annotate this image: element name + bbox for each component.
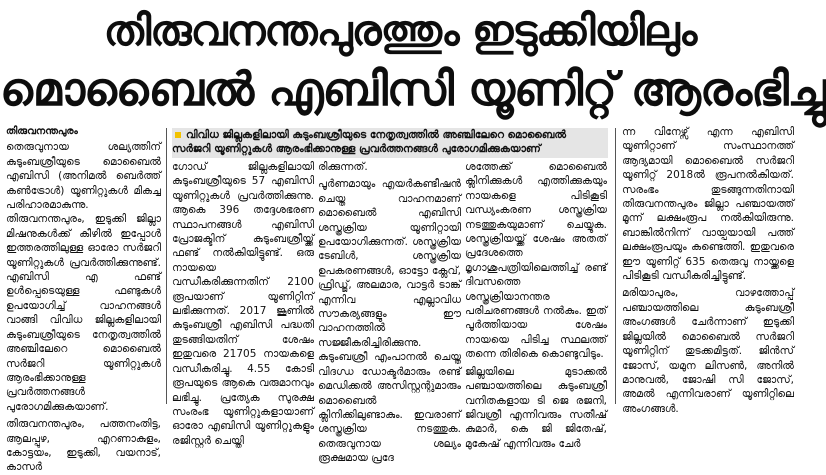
article-column-1 [6, 125, 161, 474]
headline-line-2: മൊബൈൽ എബിസി യൂണിറ്റ് ആരംഭിച്ചു [0, 62, 826, 116]
headline-line-1: തിരുവനന്തപുരത്തും ഇടുക്കിയിലും [103, 6, 697, 55]
column-4-paragraph-2: ജില്ലയിലെ മുടാക്കൽ പഞ്ചായത്തിലെ കുടുംബശ്രീ വനിതകളായ ടി ജെ രജനി, ജിവശ്രീ എന്നിവരും സതീഷ് കുമാർ, കെ ജി ജിതേഷ്, മുകേഷ് എന്നിവരും ചേർ [465, 365, 607, 450]
article-column-5 [622, 125, 794, 415]
column-3-paragraph-1: രിക്കുന്നത്. [318, 161, 368, 173]
column-divider-right [615, 128, 616, 404]
column-1-paragraph-1: തെരുവുനായ ശല്യത്തിന് കുടുംബശ്രീയുടെ മൊബൈൽ എബിസി (അനിമൽ ബെർത്ത് കൺട്രോൾ) യൂണിറ്റുകൾ മികച്ച പരിഹാരമാകുന്നു. തിരുവനന്തപുരം, ഇടുക്കി ജില്ലാ മിഷനുകൾക്ക് കീഴിൽ ഇപ്പോൾ ഇത്തരത്തിലുള്ള ഓരോ സർജറി യൂണിറ്റുകൾ പ്രവർത്തിക്കുന്നുണ്ട്. എബിസി എ ഫണ്ട് ഉൾപ്പെടെയുള്ള ഫണ്ടുകൾ ഉപയോഗിച്ച് വാഹനങ്ങൾ വാങ്ങി വിവിധ ജില്ലകളിലായി കുടുംബശ്രീയുടെ നേതൃത്വത്തിൽ അഞ്ചിലേറെ മൊബൈൽ സർജറി യൂണിറ്റുകൾ ആരംഭിക്കാനുള്ള പ്രവർത്തനങ്ങൾ പുരോഗമിക്കുകയാണ്. [6, 141, 161, 413]
column-1-paragraph-2: തിരുവനന്തപുരം, പത്തനംതിട്ട, ആലപ്പുഴ, എറണാകുളം, കോട്ടയം, ഇടുക്കി, വയനാട്, കാസർ [6, 418, 161, 474]
highlight-text: വിവിധ ജില്ലകളിലായി കുടുംബശ്രീയുടെ നേതൃത്വത്തിൽ അഞ്ചിലേറെ മൊബൈൽ സർജറി യൂണിറ്റുകൾ ആരംഭിക്കാനുള്ള പ്രവർത്തനങ്ങൾ പുരോഗമിക്കുകയാണ് [172, 129, 567, 155]
column-4-paragraph-1: ശത്തേക്ക് മൊബൈൽ ക്ലിനിക്കുകൾ എത്തിക്കുകയും നായകളെ പിടികൂടി വന്ധ്യംകരണ ശസ്ത്രക്രിയ നടത്തുകയുമാണ് ചെയ്യുക. ശസ്ത്രക്രിയയ്ക്ക് ശേഷം അതത് പ്രദേശത്തെ മൃഗാശുപത്രിയിലെത്തിച്ച് രണ്ട് ദിവസത്തെ ശസ്ത്രക്രിയാനന്തര പരിചരണങ്ങൾ നൽകും. ഇത് പൂർത്തിയായ ശേഷം നായയെ പിടിച്ച സ്ഥലത്ത് തന്നെ തിരികെ കൊണ്ടുവിടും. [465, 161, 607, 361]
headline [0, 0, 826, 122]
yellow-square-icon [175, 132, 181, 138]
column-5-paragraph-1: ന്ന വിനേഴ്സ് എന്ന എബിസി യൂണിറ്റാണ് സംസ്ഥാനത്ത് ആദ്യമായി മൊബൈൽ സർജറി യൂണിറ്റ് 2018ൽ രൂപനൽകിയത്. സരംഭം തുടങ്ങുന്നതിനായി തിരുവനന്തപുരം ജില്ലാ പഞ്ചായത്ത് മൂന്ന് ലക്ഷംരൂപ നൽകിയിരുന്നു. ബാങ്കിൽനിന്ന് വായ്പയായി പത്ത് ലക്ഷംരൂപയും കണ്ടെത്തി. ഇതുവരെ ഈ യൂണിറ്റ് 635 തെരുവു നായ്ക്കളെ പിടികൂടി വന്ധീകരിച്ചിട്ടുണ്ട്. [622, 126, 794, 283]
article-column-3 [318, 160, 461, 465]
column-3-paragraph-2: പൂർണമായും എയർകണ്ടീഷൻ ചെയ്ത വാഹനമാണ് മൊബൈൽ എബിസി ശസ്ത്രക്രിയ യൂണിറ്റായി ഉപയോഗിക്കുന്നത്. ശസ്ത്രക്രിയ ടേബിൾ, ശസ്ത്രക്രിയ ഉപകരണങ്ങൾ, ഓട്ടോ ക്ലേവ്, ഫ്രിഡ്ജ്, അലമാര, വാട്ടർ ടാങ്ക് എന്നിവ എല്ലാവിധ സൗകര്യങ്ങളും ഈ വാഹനത്തിൽ സജ്ജീകരിച്ചിരിക്കുന്നു. കുടുംബശ്രീ എംപാനൽ ചെയ്ത വിദഗ്ധ ഡോക്ടർമാരും രണ്ട് മെഡിക്കൽ അസിസ്റ്റന്റുമാരും മൊബൈൽ ക്ലിനിക്കിലുണ്ടാകും. ഇവരാണ് ശസ്ത്രക്രിയ നടത്തുക. തെരുവുനായ ശല്യം രൂക്ഷമായ പ്രദേ [318, 178, 461, 465]
highlight-box [172, 128, 608, 158]
column-divider-left [166, 128, 167, 404]
column-2-paragraph: ഗോഡ് ജില്ലകളിലായി കുടുംബശ്രീയുടെ 57 എബിസി യൂണിറ്റുകൾ പ്രവർത്തിക്കുന്നു. ആകെ 396 തദ്ദേശഭരണ സ്ഥാപനങ്ങൾ എബിസി പ്രോജക്ടിന് കുടുംബശ്രീയ്ക്ക് ഫണ്ട് നൽകിയിട്ടുണ്ട്. ഒരു നായയെ വന്ധീകരിക്കുന്നതിന് 2100 രൂപയാണ് യൂണിറ്റിന് ലഭിക്കുന്നത്. 2017 ജൂണിൽ കുടുംബശ്രീ എബിസി പദ്ധതി തുടങ്ങിയതിന് ശേഷം ഇതുവരെ 21705 നായകളെ വന്ധീകരിച്ചു. 4.55 കോടി രൂപയുടെ ആകെ വരുമാനവും ലഭിച്ചു. പ്രത്യേക സുരക്ഷ സംരംഭ യൂണിറ്റുകളായാണ് ഓരോ എബിസി യൂണിറ്റുകളും രജിസ്റ്റർ ചെയ്തി [172, 161, 314, 447]
dateline-place: തിരുവനന്തപുരം [6, 126, 78, 137]
article-column-4 [465, 160, 607, 450]
article-column-2 [172, 160, 314, 447]
column-5-paragraph-2: മരിയാപുരം, വാഴത്തോപ്പ് പഞ്ചായത്തിലെ കുടുംബശ്രീ അംഗങ്ങൾ ചേർന്നാണ് ഇടുക്കി ജില്ലയിൽ മൊബൈൽ സർജറി യൂണിറ്റിന് തുടക്കമിട്ടത്. ജിൻസ് ജോസ്, യമുന ലിസൺ, അനിൽ മാനുവൽ, ജോഷി സി ജോസ്, അമൽ എന്നിവരാണ് യൂണിറ്റിലെ അംഗങ്ങൾ. [622, 287, 794, 415]
